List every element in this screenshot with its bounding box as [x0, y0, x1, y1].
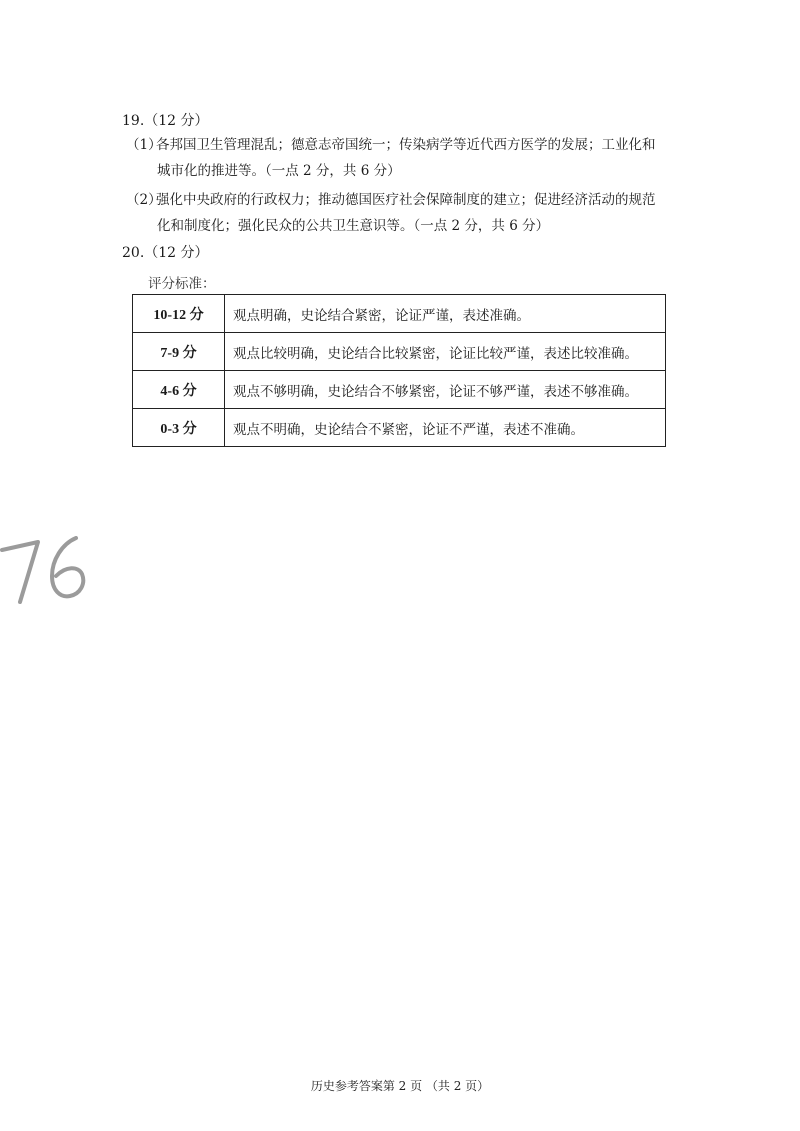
- handwritten-seven-stroke: [2, 542, 38, 602]
- score-description: 观点明确，史论结合紧密，论证严谨，表述准确。: [225, 295, 666, 333]
- part-1-line-2: 城市化的推进等。（一点 2 分，共 6 分）: [157, 163, 401, 179]
- table-row: [133, 333, 666, 371]
- question-19-part-2: [126, 187, 686, 239]
- part-2-line-1: 强化中央政府的行政权力；推动德国医疗社会保障制度的建立；促进经济活动的规范: [156, 192, 656, 208]
- scoring-criteria-title: 评分标准：: [148, 276, 216, 292]
- page-footer: 历史参考答案第 2 页 （共 2 页）: [310, 1079, 490, 1093]
- part-2-label: （2）: [126, 192, 162, 208]
- part-1-label: （1）: [126, 137, 162, 153]
- table-row: [133, 409, 666, 447]
- question-19-part-1: [126, 132, 686, 184]
- scoring-table: [132, 294, 666, 447]
- score-description: 观点不够明确，史论结合不够紧密，论证不够严谨，表述不够准确。: [225, 371, 666, 409]
- question-20-heading: 20.（12 分）: [122, 245, 209, 261]
- table-row: [133, 295, 666, 333]
- score-range: 0-3 分: [133, 409, 225, 447]
- table-row: [133, 371, 666, 409]
- handwritten-mark: [0, 520, 100, 620]
- score-description: 观点比较明确，史论结合比较紧密，论证比较严谨，表述比较准确。: [225, 333, 666, 371]
- question-19-heading: 19.（12 分）: [122, 113, 209, 129]
- part-2-line-2: 化和制度化；强化民众的公共卫生意识等。（一点 2 分，共 6 分）: [157, 218, 550, 234]
- score-description: 观点不明确，史论结合不紧密，论证不严谨，表述不准确。: [225, 409, 666, 447]
- score-range: 4-6 分: [133, 371, 225, 409]
- score-range: 7-9 分: [133, 333, 225, 371]
- handwritten-six-stroke: [52, 538, 83, 596]
- part-1-line-1: 各邦国卫生管理混乱；德意志帝国统一；传染病学等近代西方医学的发展；工业化和: [156, 137, 656, 153]
- score-range: 10-12 分: [133, 295, 225, 333]
